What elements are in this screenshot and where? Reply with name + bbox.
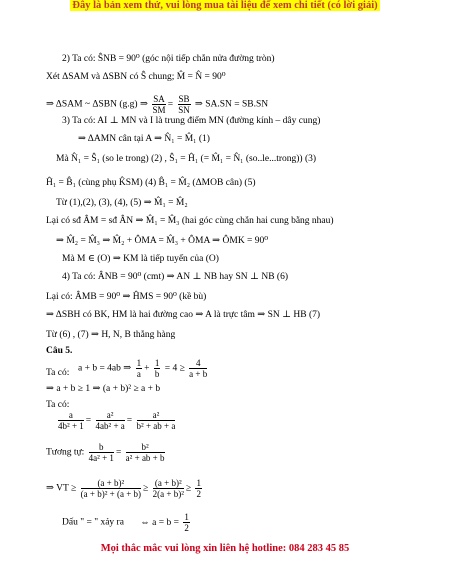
vt-text: ⇒ VT ≥ [46,483,77,494]
line-right-angle: Lại có: ÂMB = 90⁰ ⇒ ĤMS = 90⁰ (kề bù) [46,292,207,302]
hotline-banner: Mọi thắc mắc vui lòng xin liên hệ hotline: 084 283 45 85 [100,543,350,554]
line-vt-bound: ⇒ VT ≥ $\frac{\text{(a + b)²}}{\text{(a + b)² + (a + b)}}$ ≥ $\frac{\text{(a + b)²}}{\text{2(a + b)²}}$ ≥ $\frac{1}{2}$ [46,478,201,499]
line-equality [62,512,192,533]
frac-num: 1 [154,358,160,368]
frac-num: b² [126,442,165,453]
frac-den: a² + ab + b [125,453,165,463]
frac-num: 1 [136,358,142,368]
frac-den: a + b [189,369,208,379]
preview-banner [0,0,450,11]
line-similarity: ⇒ ΔSAM ~ ΔSBN (g.g) ⇒ $\frac{SA}{SM}$ = $\frac{SB}{SN}$ ⇒ SA.SN = SB.SN [46,94,269,115]
frac-den: 4a² + 1 [88,453,114,463]
line-part4-intro: 4) Ta có: ÂNB = 90⁰ (cmt) ⇒ AN ⊥ NB hay SN ⊥ NB (6) [62,272,288,282]
line-arcs: Lại có sđ ÂM = sđ ÂN ⇒ M̂₁ = M̂₃ (hai góc cùng chắn hai cung bằng nhau) [46,216,334,226]
given-compare: = 4 ≥ [164,363,185,374]
frac-num: b [89,442,114,453]
fraction-half [195,478,202,499]
line-angle-sum: ⇒ M̂₂ = M̂₃ ⇒ M̂₂ + ÔMA = M̂₃ + ÔMA ⇒ ÔMK = 90⁰ [56,236,269,246]
fraction-4-apb [189,358,207,379]
frac-den: b² + ab + a [136,421,176,431]
fraction-a-term [58,410,84,431]
line-taco-2: Ta có: [46,400,70,410]
line-collinear: Từ (6) , (7) ⇒ H, N, B thẳng hàng [46,330,176,340]
similar-text: Tương tự: [46,447,85,458]
fraction-equality-half [183,512,190,533]
frac-den: 2 [196,489,201,499]
fraction-vt-1 [81,478,141,499]
frac-num: SA [153,94,165,104]
fraction-1-a [136,358,143,379]
line-part2-intro: 2) Ta có: ŜNB = 90⁰ (góc nội tiếp chắn nửa đường tròn) [62,54,275,64]
frac-num: a [58,410,84,421]
frac-den: 2(a + b)² [152,489,184,499]
frac-den: 4ab² + a [95,421,125,431]
line-orthocenter: ⇒ ΔSBH có BK, HM là hai đường cao ⇒ A là trực tâm ⇒ SN ⊥ HB (7) [46,310,321,320]
preview-banner-text: Đây là bản xem thử, vui lòng mua tài liệu để xem chi tiết (có lời giải) [72,0,378,11]
frac-num: 4 [189,358,207,369]
frac-den: SN [178,105,190,115]
line-first-term: $\frac{a}{\text{4b² + 1}}$ = $\frac{\text{a²}}{\text{4ab² + a}}$ = $\frac{\text{a²}}{\text{b² + ab + a}}$ [58,410,176,431]
fraction-b2-term [126,442,165,463]
frac-den: (a + b)² + (a + b) [80,489,142,499]
frac-num: 1 [196,478,201,488]
line-isosceles: ⇒ ΔAMN cân tại A ⇒ N̂₁ = M̂₁ (1) [78,134,210,144]
equality-condition: ⇔ a = b = [140,517,179,528]
frac-den: a [136,369,141,379]
line-conclusion-m: Từ (1),(2), (3), (4), (5) ⇒ M̂₁ = M̂₂ [56,198,188,208]
line-part3-intro: 3) Ta có: AI ⊥ MN và I là trung điểm MN (đường kính – dây cung) [62,116,321,126]
fraction-a2-final [137,410,176,431]
frac-num: a² [137,410,176,421]
line-triangles: Xét ΔSAM và ΔSBN có Ŝ chung; M̂ = N̂ = 90⁰ [46,72,226,82]
given-text: a + b = 4ab ⇒ [78,363,132,374]
fraction-a2-term [96,410,125,431]
similarity-result: ⇒ SA.SN = SB.SN [194,99,269,110]
frac-den: 4b² + 1 [58,421,84,431]
frac-num: SB [178,94,190,104]
line-similar: Tương tự: $\frac{b}{\text{4a² + 1}}$ = $\frac{\text{b²}}{\text{a² + ab + b}}$ [46,442,165,463]
line-sum-bound: ⇒ a + b ≥ 1 ⇒ (a + b)² ≥ a + b [46,384,161,394]
line-complementary: Ĥ₁ = B̂₁ (cùng phụ K̂SM) (4) B̂₁ = M̂₂ (ΔMOB cân) (5) [46,178,256,188]
fraction-vt-2 [153,478,184,499]
fraction-b-term [89,442,114,463]
frac-num: (a + b)² [81,478,141,489]
line-alternate-angles: Mà N̂₁ = Ŝ₁ (so le trong) (2) , Ŝ₁ = Ĥ₁ (= M̂₁ = N̂₁ (so..le...trong)) (3) [56,154,317,164]
similarity-text: ⇒ ΔSAM ~ ΔSBN (g.g) ⇒ [46,99,148,110]
frac-den: 2 [184,523,189,533]
fraction-sa-sm [152,94,166,115]
fraction-sb-sn [178,94,191,115]
frac-den: b [154,369,160,379]
line-taco-1: Ta có: [46,368,70,378]
frac-num: a² [96,410,125,421]
equality-text: Dấu " = " xảy ra [62,517,124,528]
fraction-1-b [154,358,161,379]
frac-den: SM [152,105,166,115]
section-heading-cau5: Câu 5. [46,346,73,356]
line-tangent: Mà M ∈ (O) ⇒ KM là tiếp tuyến của (O) [62,254,219,264]
line-given: a + b = 4ab ⇒ $\frac{1}{a}$ + $\frac{1}{b}$ = 4 ≥ $\frac{4}{a + b}$ [78,358,208,379]
frac-num: (a + b)² [153,478,184,489]
frac-num: 1 [184,512,189,522]
